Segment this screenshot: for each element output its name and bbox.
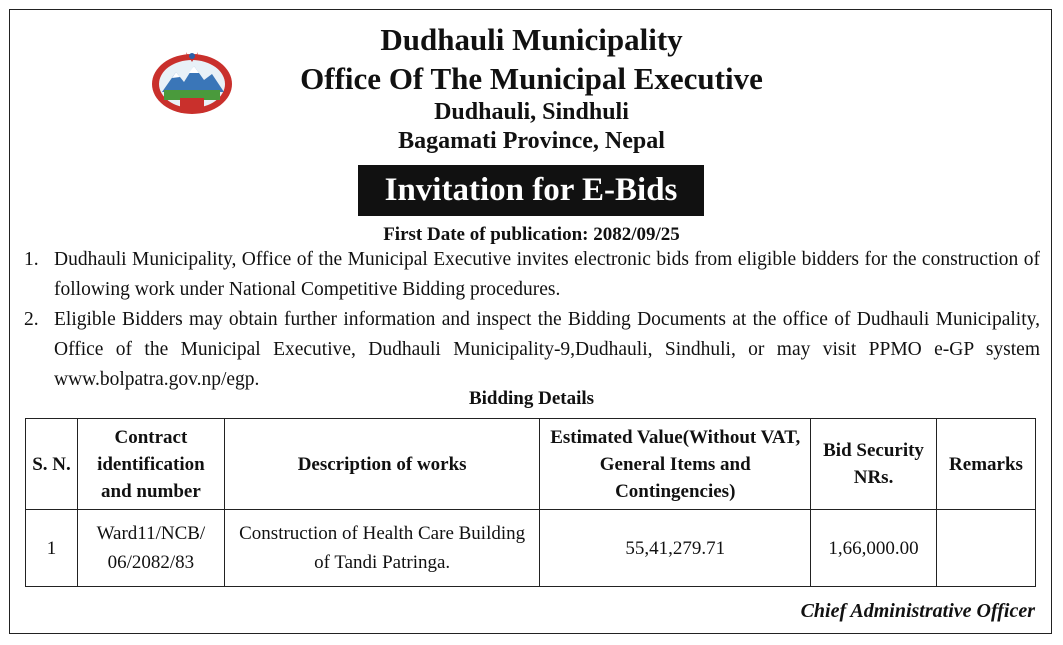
col-header-description: Description of works (224, 419, 540, 510)
paragraph-text: Dudhauli Municipality, Office of the Municipal Executive invites electronic bids from eligible bidders for the construction of following work under National Competitive Bidding procedures. (54, 249, 1040, 300)
paragraph-text: Eligible Bidders may obtain further information and inspect the Bidding Documents at the office of Dudhauli Municipality, Office of the Municipal Executive, Dudhauli Municipality-9,Dudhauli, Sindhuli, or may visit PPMO e-GP system www.bolpatra.gov.np/egp. (54, 309, 1040, 390)
col-header-remarks: Remarks (937, 419, 1036, 510)
cell-contract-id: Ward11/NCB/ 06/2082/83 (77, 510, 224, 587)
table-header-row (26, 419, 1036, 510)
bidding-details-title: Bidding Details (468, 388, 595, 409)
cell-description: Construction of Health Care Building of Tandi Patringa. (224, 510, 540, 587)
paragraph-number: 2. (24, 309, 39, 330)
paragraph-number: 1. (24, 249, 39, 270)
col-header-bid-security: Bid Security NRs. (811, 419, 937, 510)
municipality-name: Dudhauli Municipality (380, 22, 683, 57)
notice-title-banner: Invitation for E-Bids (358, 165, 704, 216)
signature-title: Chief Administrative Officer (800, 600, 1035, 622)
cell-estimated-value: 55,41,279.71 (540, 510, 811, 587)
paragraph-1 (24, 245, 1040, 305)
cell-bid-security: 1,66,000.00 (811, 510, 937, 587)
col-header-sn: S. N. (26, 419, 78, 510)
cell-sn: 1 (26, 510, 78, 587)
col-header-estimated-value: Estimated Value(Without VAT, General Items and Contingencies) (540, 419, 811, 510)
table-row (26, 510, 1036, 587)
cell-remarks (937, 510, 1036, 587)
location-line: Dudhauli, Sindhuli (434, 99, 629, 125)
bidding-details-table (25, 418, 1036, 587)
col-header-contract-id: Contract identification and number (77, 419, 224, 510)
province-line: Bagamati Province, Nepal (398, 128, 665, 154)
publication-date: First Date of publication: 2082/09/25 (383, 224, 680, 245)
office-name: Office Of The Municipal Executive (300, 61, 763, 96)
paragraph-2 (24, 305, 1040, 395)
